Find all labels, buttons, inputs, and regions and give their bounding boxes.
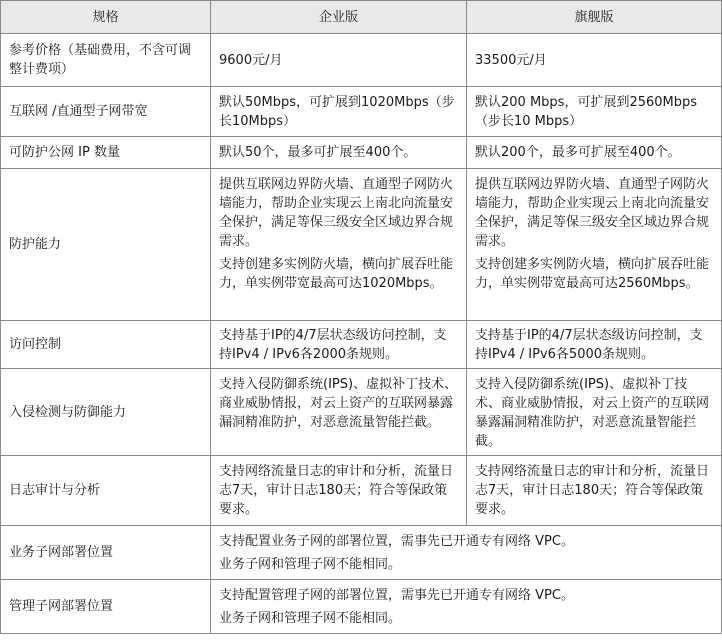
row-bandwidth [1,87,722,137]
cell-text: 33500元/月 [475,52,547,68]
row-public-ip [1,137,722,169]
cell-text: 业务子网和管理子网不能相同。 [219,610,402,626]
row-label: 访问控制 [1,321,211,369]
cell-text: 提供互联网边界防火墙、直通型子网防火墙能力，帮助企业实现云上南北向流量安全保护，满足等保三级安全区域边界合规需求。 [475,177,710,249]
header-row [1,1,722,34]
cell-text: 支持入侵防御系统(IPS)、虚拟补丁技术、商业威胁情报，对云上资产的互联网暴露漏洞精准防护，对恶意流量智能拦截。 [475,377,710,449]
row-intrusion [1,369,722,456]
row-label: 防护能力 [1,169,211,321]
flagship-cell [467,137,722,169]
cell-text: 支持基于IP的4/7层状态级访问控制，支持IPv4 / IPv6各2000条规则。 [219,327,447,362]
row-label: 参考价格（基础费用，不含可调整计费项） [1,34,211,87]
cell-text: 支持网络流量日志的审计和分析，流量日志7天，审计日志180天；符合等保政策要求。 [219,464,454,517]
cell-text: 支持配置业务子网的部署位置，需事先已开通专有网络 VPC。 [219,533,574,549]
row-label: 管理子网部署位置 [1,580,211,634]
row-label: 日志审计与分析 [1,456,211,526]
row-price [1,34,722,87]
cell-text: 业务子网和管理子网不能相同。 [219,556,402,572]
cell-text: 默认200 Mbps，可扩展到2560Mbps（步长10 Mbps） [475,94,698,129]
cell-text: 支持配置管理子网的部署位置，需事先已开通专有网络 VPC。 [219,587,574,603]
cell-text: 支持基于IP的4/7层状态级访问控制，支持IPv4 / IPv6各5000条规则。 [475,327,703,362]
header-enterprise: 企业版 [211,1,467,34]
row-business-subnet [1,526,722,580]
header-spec: 规格 [1,1,211,34]
merged-cell [211,580,722,634]
enterprise-cell [211,87,467,137]
flagship-cell [467,87,722,137]
enterprise-cell [211,321,467,369]
flagship-cell [467,456,722,526]
flagship-cell [467,34,722,87]
flagship-cell [467,321,722,369]
cell-text: 支持创建多实例防火墙，横向扩展吞吐能力，单实例带宽最高可达2560Mbps。 [475,257,710,291]
enterprise-cell [211,456,467,526]
cell-text: 支持创建多实例防火墙，横向扩展吞吐能力，单实例带宽最高可达1020Mbps。 [219,257,454,291]
row-label: 互联网 /直通型子网带宽 [1,87,211,137]
header-flagship: 旗舰版 [467,1,722,34]
flagship-cell [467,369,722,456]
cell-text: 支持网络流量日志的审计和分析，流量日志7天，审计日志180天；符合等保政策要求。 [475,464,710,517]
enterprise-cell [211,169,467,321]
cell-text: 默认50Mbps，可扩展到1020Mbps（步长10Mbps） [219,94,455,129]
enterprise-cell [211,34,467,87]
merged-cell [211,526,722,580]
row-access-control [1,321,722,369]
enterprise-cell [211,369,467,456]
flagship-cell [467,169,722,321]
row-label: 业务子网部署位置 [1,526,211,580]
row-management-subnet [1,580,722,634]
cell-text: 默认50个，最多可扩展至400个。 [219,145,417,160]
row-protection [1,169,722,321]
cell-text: 默认200个，最多可扩展至400个。 [475,145,681,160]
cell-text: 9600元/月 [219,52,283,68]
enterprise-cell [211,137,467,169]
row-label: 可防护公网 IP 数量 [1,137,211,169]
row-label: 入侵检测与防御能力 [1,369,211,456]
row-log-audit [1,456,722,526]
cell-text: 支持入侵防御系统(IPS)、虚拟补丁技术、商业威胁情报，对云上资产的互联网暴露漏洞精准防护，对恶意流量智能拦截。 [219,377,458,430]
cell-text: 提供互联网边界防火墙、直通型子网防火墙能力，帮助企业实现云上南北向流量安全保护，满足等保三级安全区域边界合规需求。 [219,177,454,249]
